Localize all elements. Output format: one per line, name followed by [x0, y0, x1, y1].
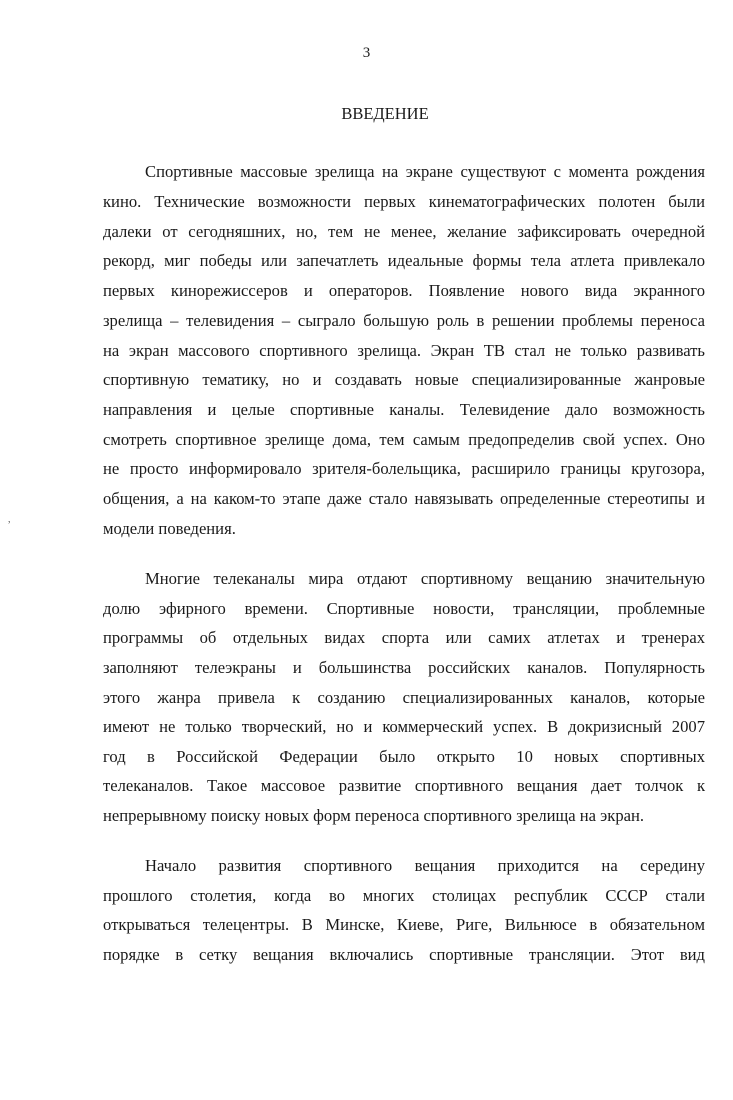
- text-line: год в Российской Федерации было открыто 10 новых спортивных: [103, 747, 705, 766]
- text-line: направления и целые спортивные каналы. Телевидение дало возможность: [103, 400, 705, 419]
- text-line: на экран массового спортивного зрелища. Экран ТВ стал не только развивать: [103, 341, 705, 360]
- text-line: общения, а на каком-то этапе даже стало навязывать определенные стереотипы и: [103, 489, 705, 508]
- text-line: зрелища – телевидения – сыграло большую роль в решении проблемы переноса: [103, 311, 705, 330]
- text-line: Начало развития спортивного вещания приходится на середину: [145, 856, 705, 875]
- text-line: Спортивные массовые зрелища на экране существуют с момента рождения: [145, 162, 705, 181]
- text-line: открываться телецентры. В Минске, Киеве, Риге, Вильнюсе в обязательном: [103, 915, 705, 934]
- text-line: программы об отдельных видах спорта или самих атлетах и тренерах: [103, 628, 705, 647]
- text-line: этого жанра привела к созданию специализированных каналов, которые: [103, 688, 705, 707]
- text-line: телеканалов. Такое массовое развитие спортивного вещания дает толчок к: [103, 776, 705, 795]
- text-line: далеки от сегодняшних, но, тем не менее, желание зафиксировать очередной: [103, 222, 705, 241]
- page-number: 3: [362, 45, 371, 61]
- text-line: спортивную тематику, но и создавать новые специализированные жанровые: [103, 370, 705, 389]
- text-line: заполняют телеэкраны и большинства российских каналов. Популярность: [103, 658, 705, 677]
- text-line: модели поведения.: [103, 519, 236, 538]
- text-line: долю эфирного времени. Спортивные новости, трансляции, проблемные: [103, 599, 705, 618]
- text-line: рекорд, миг победы или запечатлеть идеальные формы тела атлета привлекало: [103, 251, 705, 270]
- section-title: ВВЕДЕНИЕ: [341, 104, 429, 123]
- text-line: прошлого столетия, когда во многих столицах республик СССР стали: [103, 886, 705, 905]
- text-line: Многие телеканалы мира отдают спортивному вещанию значительную: [145, 569, 705, 588]
- text-line: порядке в сетку вещания включались спортивные трансляции. Этот вид: [103, 945, 705, 964]
- text-line: кино. Технические возможности первых кинематографических полотен были: [103, 192, 705, 211]
- text-line: первых кинорежиссеров и операторов. Появление нового вида экранного: [103, 281, 705, 300]
- text-line: имеют не только творческий, но и коммерческий успех. В докризисный 2007: [103, 717, 705, 736]
- text-line: смотреть спортивное зрелище дома, тем самым предопределив свой успех. Оно: [103, 430, 705, 449]
- scan-mark: ,: [8, 514, 11, 525]
- text-line: непрерывному поиску новых форм переноса спортивного зрелища на экран.: [103, 806, 645, 825]
- text-line: не просто информировало зрителя-болельщика, расширило границы кругозора,: [103, 459, 705, 478]
